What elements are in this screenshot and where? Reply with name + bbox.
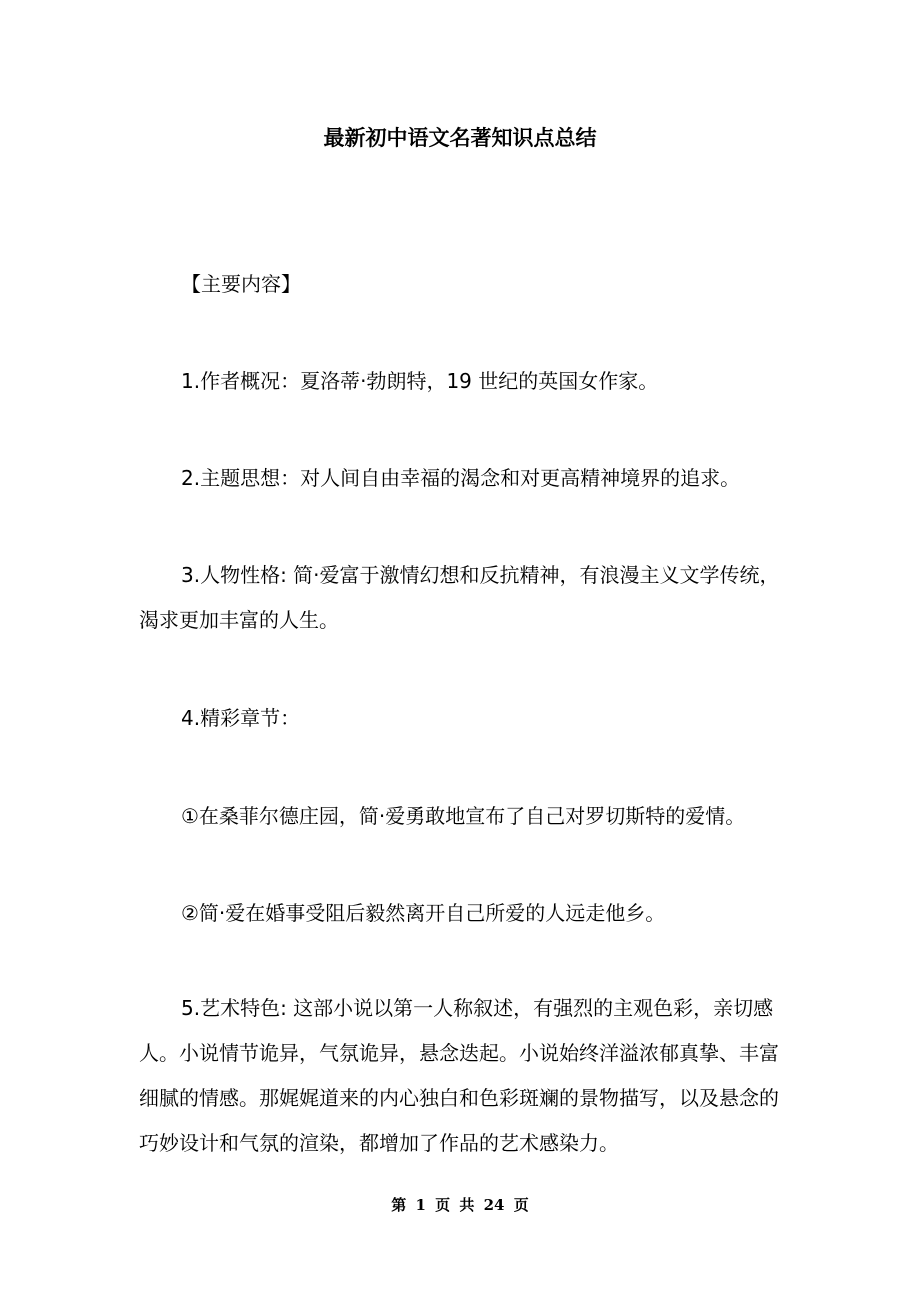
document-title: 最新初中语文名著知识点总结: [323, 126, 597, 150]
paragraph-theme: 2.主题思想：对人间自由幸福的渴念和对更高精神境界的追求。: [181, 466, 741, 490]
paragraph-chapter-2: ②简·爱在婚事受阻后毅然离开自己所爱的人远走他乡。: [181, 901, 666, 925]
paragraph-chapter-1: ①在桑菲尔德庄园，简·爱勇敢地宣布了自己对罗切斯特的爱情。: [181, 804, 746, 828]
paragraph-author: 1.作者概况：夏洛蒂·勃朗特，19 世纪的英国女作家。: [181, 369, 659, 393]
paragraph-chapters-heading: 4.精彩章节：: [181, 706, 301, 730]
paragraph-art-features: 5.艺术特色: 这部小说以第一人称叙述，有强烈的主观色彩，亲切感人。小说情节诡异，气氛诡异，悬念迭起。小说始终洋溢浓郁真挚、丰富细腻的情感。那娓娓道来的内心独白和色彩斑斓的景物描写，以及悬念的巧妙设计和气氛的渲染，都增加了作品的艺术感染力。: [139, 996, 779, 1155]
section-heading: 【主要内容】: [181, 272, 301, 296]
paragraph-character: 3.人物性格: 简·爱富于激情幻想和反抗精神，有浪漫主义文学传统，渴求更加丰富的人生。: [139, 563, 780, 632]
page-footer: 第 1 页 共 24 页: [391, 1196, 529, 1214]
